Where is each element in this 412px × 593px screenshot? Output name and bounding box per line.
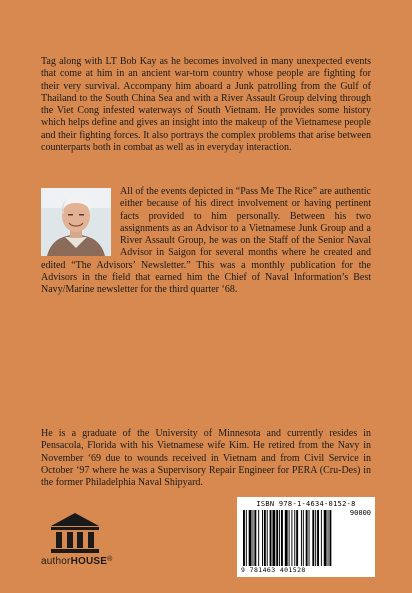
house-columns-icon [47,510,103,556]
publisher-logo [41,510,121,580]
isbn-barcode [237,497,375,577]
author-bio-section [41,186,371,297]
author-photo [41,188,111,256]
barcode-bars [243,510,369,566]
ean-digits: 9 781463 401528 [241,566,306,574]
synopsis-paragraph: Tag along with LT Bob Kay as he becomes involved in many unexpected events that come at him in an ancient war-torn country whose people are fighting for their very survival. Accompany him aboard a Junk patrolling from the Gulf of Thailand to the South China Sea and with a River Assault Group delving through the Viet Cong infested waterways of South Vietnam. He provides some history which helps define and gives an insight into the makeup of the Vietnamese people and their fighting forces. It also portrays the complex problems that arise between counterparts both in combat as well as in everyday interaction. [41,56,371,154]
publisher-name: authorHOUSE® [41,556,113,567]
author-background-paragraph: He is a graduate of the University of Minnesota and currently resides in Pensacola, Florida with his Vietnamese wife Kim. He retired from the Navy in November ‘69 due to wounds received in Vietnam and from Civil Service in October ‘97 where he was a Supervisory Repair Engineer for PERA (Cru-Des) in the former Philadelphia Naval Shipyard. [41,428,371,489]
isbn-label: ISBN 978-1-4634-0152-8 [256,500,356,508]
author-achievements-paragraph: All of the events depicted in “Pass Me The Rice” are authentic either because of his direct involvement or having pertinent facts provided to him personally. Between his two assignments as an Advisor to a Vietnamese Junk Group and a River Assault Group, he was on the Staff of the Senior Naval Advisor in Saigon for several months where he created and edited “The Advisors’ Newsletter.” This was a monthly publication for the Advisors in the field that earned him the Chief of Naval Information’s Best Navy/Marine newsletter for the third quarter ‘68. [41,186,371,296]
price-code: 90000 [349,509,371,517]
